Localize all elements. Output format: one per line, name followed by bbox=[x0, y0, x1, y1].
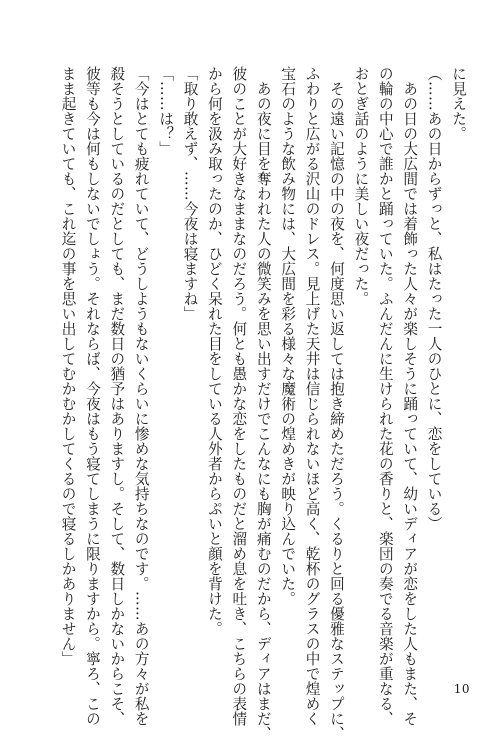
page-number: 10 bbox=[453, 682, 470, 696]
text-line: 「今はとても疲れていて、どうしようもないくらいに惨めな気持ちなのです。……あの方々が私を bbox=[132, 66, 150, 726]
text-line: 彼等も今は何もしないでしょう。それならば、今夜はもう寝てしまうに限りますから。寧ろ、この bbox=[83, 66, 101, 726]
text-line: 彼のことが大好きなままなのだろう。何とも愚かな恋をしたものだと溜め息を吐き、こちらの表情 bbox=[230, 66, 248, 726]
text-line: （……あの日からずっと、私はたった一人のひとに、恋をしている） bbox=[425, 66, 443, 531]
text-line: 殺そうとしているのだとしても、まだ数日の猶予はありますし。そして、数日しかないからこそ、 bbox=[108, 66, 126, 726]
text-line: おとぎ話のように美しい夜だった。 bbox=[352, 66, 370, 306]
text-line: の輪の中心で誰かと踊っていた。ふんだんに生けられた花の香りと、楽団の奏でる音楽が重なる、 bbox=[376, 66, 394, 726]
text-line: から何を汲み取ったのか、ひどく呆れた目をしている人外者からぷいと顔を背けた。 bbox=[205, 66, 223, 636]
text-line: 「取り敢えず、……今夜は寝ますね」 bbox=[181, 66, 199, 321]
text-line: 宝石のような飲み物には、大広間を彩る様々な魔術の煌めきが映り込んでいた。 bbox=[279, 66, 297, 606]
text-line: 「……は？」 bbox=[157, 66, 175, 156]
text-line: あの夜に目を奪われた人の微笑みを思い出すだけでこんなにも胸が痛むのだから、ディアはまだ、 bbox=[254, 66, 272, 741]
text-line: に見えた。 bbox=[450, 66, 467, 141]
text-line: ふわりと広がる沢山のドレス。見上げた天井は信じられないほど高く、乾杯のグラスの中で煌めく bbox=[303, 66, 321, 726]
text-line: その遠い記憶の中の夜を、何度思い返しては抱き締めただろう。くるりと回る優雅なステップに、 bbox=[327, 66, 345, 741]
text-line: まま起きていても、これ迄の事を思い出してむかむかしてくるので寝るしかありません」 bbox=[59, 66, 77, 666]
text-line: あの日の大広間では着飾った人々が楽しそうに踊っていて、幼いディアが恋をした人もまた、そ bbox=[401, 66, 419, 726]
